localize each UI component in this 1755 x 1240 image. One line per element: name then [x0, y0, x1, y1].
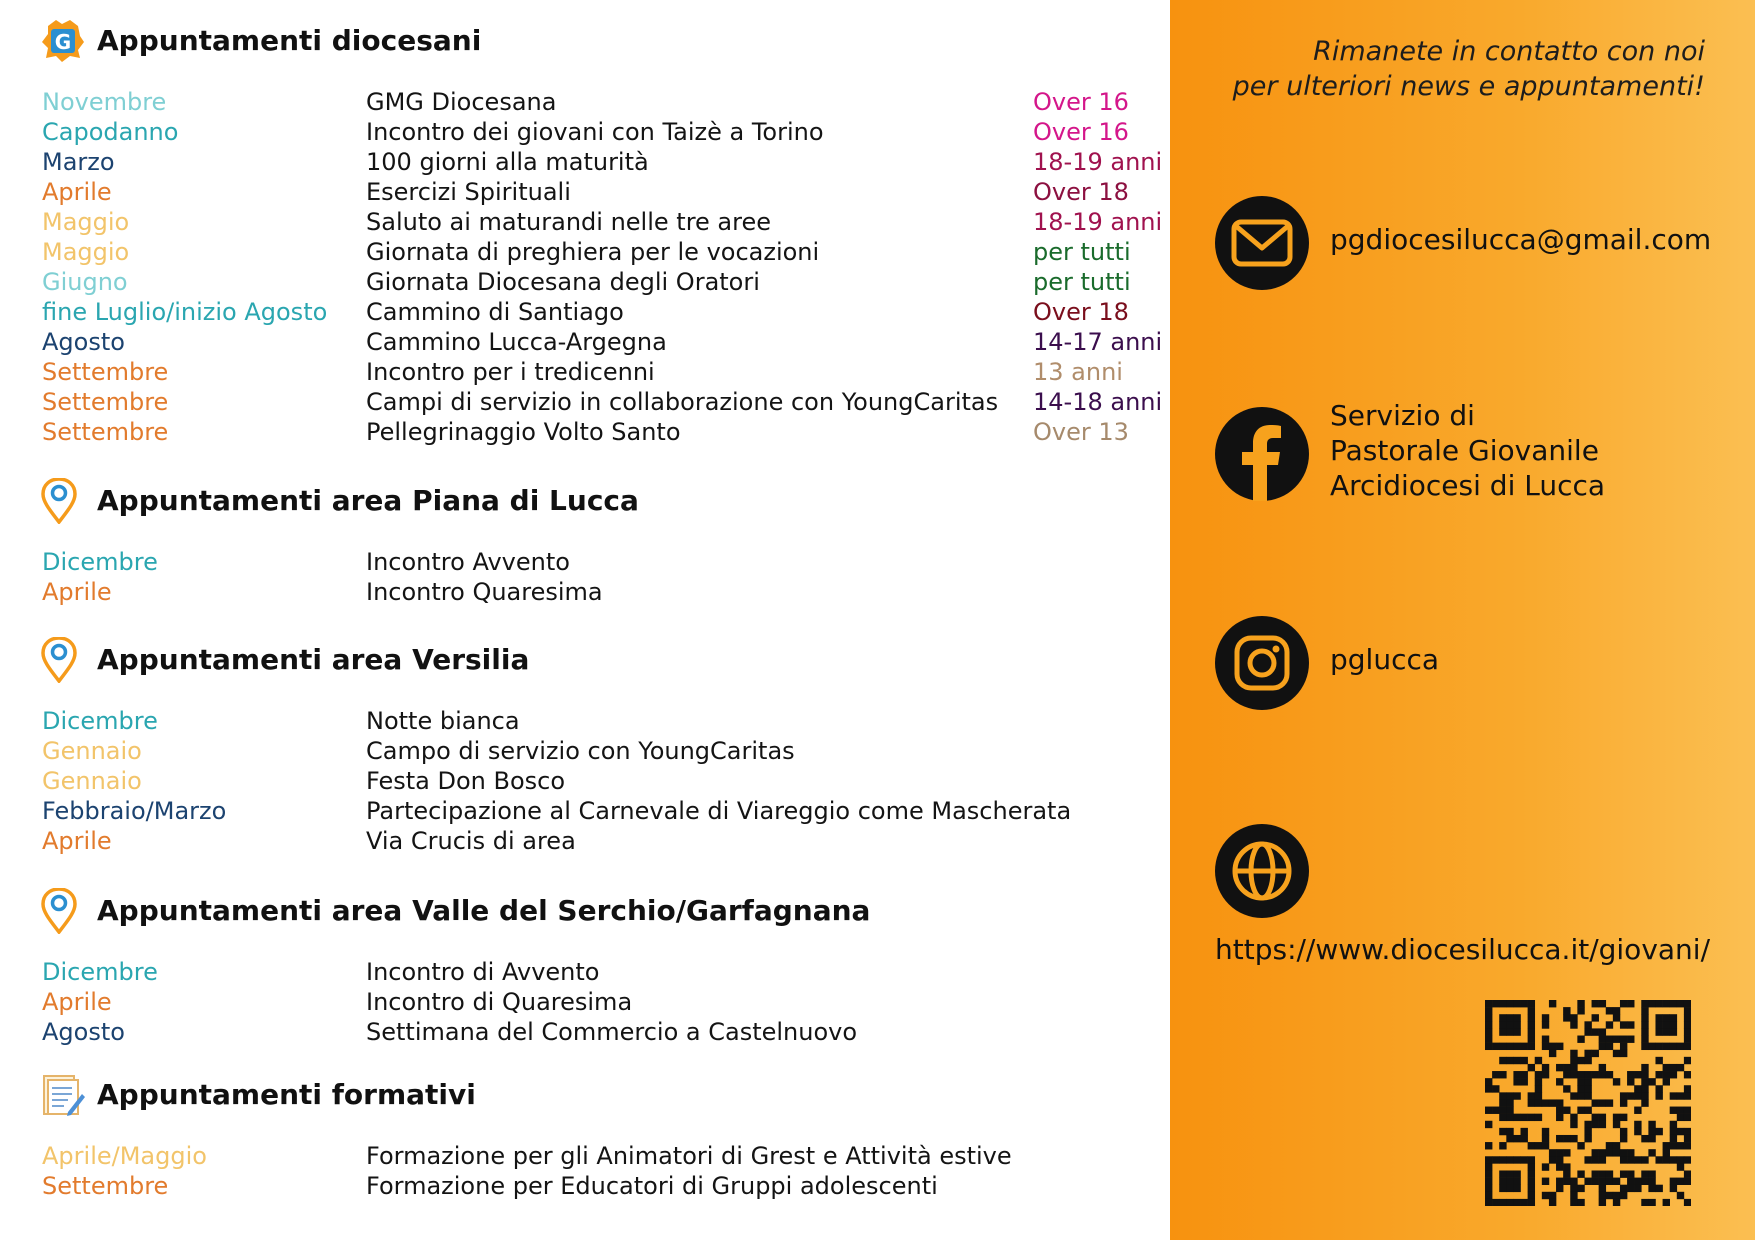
event-month: Aprile/Maggio: [42, 1142, 207, 1170]
event-month: Marzo: [42, 148, 115, 176]
instagram-icon[interactable]: [1215, 616, 1309, 710]
event-row: [0, 766, 1170, 796]
event-row: [0, 147, 1170, 177]
event-name: Saluto ai maturandi nelle tre aree: [366, 208, 771, 236]
section-title: Appuntamenti diocesani: [97, 24, 482, 57]
section-title: Appuntamenti area Versilia: [97, 643, 530, 676]
event-name: Notte bianca: [366, 707, 520, 735]
event-row: [0, 117, 1170, 147]
section-header: [0, 637, 1170, 683]
event-row: [0, 706, 1170, 736]
event-name: Giornata di preghiera per le vocazioni: [366, 238, 820, 266]
section-title: Appuntamenti area Valle del Serchio/Garfagnana: [97, 894, 871, 927]
event-name: Campo di servizio con YoungCaritas: [366, 737, 795, 765]
event-name: Via Crucis di area: [366, 827, 576, 855]
section-4: [0, 888, 1170, 1047]
event-name: Festa Don Bosco: [366, 767, 566, 795]
section-header: [0, 888, 1170, 934]
event-name: Campi di servizio in collaborazione con YoungCaritas: [366, 388, 999, 416]
event-month: Capodanno: [42, 118, 179, 146]
event-name: Cammino Lucca-Argegna: [366, 328, 667, 356]
event-row: [0, 987, 1170, 1017]
event-age: per tutti: [1033, 268, 1131, 296]
event-row: [0, 1141, 1170, 1171]
qr-code-icon[interactable]: [1485, 1000, 1691, 1206]
event-month: Settembre: [42, 1172, 169, 1200]
gmg-logo-icon: [40, 18, 82, 64]
event-age: 13 anni: [1033, 358, 1123, 386]
event-name: Pellegrinaggio Volto Santo: [366, 418, 681, 446]
section-header: [0, 1072, 1170, 1118]
event-month: Maggio: [42, 238, 130, 266]
event-name: Cammino di Santiago: [366, 298, 624, 326]
svg-text:G: G: [54, 30, 72, 54]
event-age: 18-19 anni: [1033, 148, 1163, 176]
mail-icon[interactable]: [1215, 196, 1309, 290]
event-row: [0, 577, 1170, 607]
event-list: [0, 87, 1170, 447]
event-name: Incontro di Avvento: [366, 958, 600, 986]
event-month: Giugno: [42, 268, 128, 296]
event-row: [0, 297, 1170, 327]
section-header: [0, 478, 1170, 524]
event-age: Over 13: [1033, 418, 1129, 446]
event-month: Novembre: [42, 88, 167, 116]
event-month: Maggio: [42, 208, 130, 236]
document-pen-icon: [40, 1072, 82, 1118]
event-month: Agosto: [42, 1018, 125, 1046]
section-3: [0, 637, 1170, 856]
event-age: Over 18: [1033, 298, 1129, 326]
event-month: Settembre: [42, 418, 169, 446]
section-header: [0, 18, 1170, 64]
event-month: Aprile: [42, 178, 112, 206]
event-month: Febbraio/Marzo: [42, 797, 227, 825]
event-month: Settembre: [42, 388, 169, 416]
event-row: [0, 87, 1170, 117]
event-month: Aprile: [42, 827, 112, 855]
event-row: [0, 826, 1170, 856]
event-name: Settimana del Commercio a Castelnuovo: [366, 1018, 858, 1046]
event-row: [0, 1171, 1170, 1201]
event-name: Incontro di Quaresima: [366, 988, 633, 1016]
event-list: [0, 547, 1170, 607]
event-age: Over 16: [1033, 118, 1129, 146]
section-title: Appuntamenti formativi: [97, 1078, 476, 1111]
facebook-page-name[interactable]: Servizio di Pastorale Giovanile Arcidiocesi di Lucca: [1330, 399, 1606, 502]
event-row: [0, 547, 1170, 577]
event-month: Agosto: [42, 328, 125, 356]
event-month: Dicembre: [42, 707, 158, 735]
event-name: Formazione per Educatori di Gruppi adolescenti: [366, 1172, 938, 1200]
event-name: 100 giorni alla maturità: [366, 148, 649, 176]
section-1: [0, 18, 1170, 447]
section-title: Appuntamenti area Piana di Lucca: [97, 484, 639, 517]
section-5: [0, 1072, 1170, 1201]
event-row: [0, 417, 1170, 447]
event-row: [0, 327, 1170, 357]
facebook-icon[interactable]: [1215, 407, 1309, 501]
event-row: [0, 267, 1170, 297]
instagram-handle[interactable]: pglucca: [1330, 643, 1440, 676]
contact-heading: Rimanete in contatto con noi per ulteriori news e appuntamenti!: [1232, 36, 1705, 102]
event-name: Esercizi Spirituali: [366, 178, 571, 206]
section-2: [0, 478, 1170, 607]
event-list: [0, 706, 1170, 856]
event-month: Dicembre: [42, 548, 158, 576]
event-row: [0, 237, 1170, 267]
location-pin-icon: [40, 888, 82, 934]
event-row: [0, 207, 1170, 237]
globe-icon[interactable]: [1215, 824, 1309, 918]
event-age: 14-17 anni: [1033, 328, 1163, 356]
event-month: Aprile: [42, 988, 112, 1016]
event-age: Over 16: [1033, 88, 1129, 116]
event-list: [0, 957, 1170, 1047]
event-age: 18-19 anni: [1033, 208, 1163, 236]
event-row: [0, 736, 1170, 766]
event-month: Gennaio: [42, 767, 142, 795]
event-month: Gennaio: [42, 737, 142, 765]
location-pin-icon: [40, 637, 82, 683]
event-month: Dicembre: [42, 958, 158, 986]
event-name: Incontro Quaresima: [366, 578, 603, 606]
event-name: Formazione per gli Animatori di Grest e Attività estive: [366, 1142, 1012, 1170]
event-row: [0, 177, 1170, 207]
event-row: [0, 387, 1170, 417]
event-row: [0, 957, 1170, 987]
event-name: Partecipazione al Carnevale di Viareggio come Mascherata: [366, 797, 1072, 825]
event-age: Over 18: [1033, 178, 1129, 206]
event-row: [0, 1017, 1170, 1047]
event-name: GMG Diocesana: [366, 88, 557, 116]
event-name: Incontro dei giovani con Taizè a Torino: [366, 118, 824, 146]
event-age: per tutti: [1033, 238, 1131, 266]
email-link[interactable]: pgdiocesilucca@gmail.com: [1330, 223, 1712, 256]
location-pin-icon: [40, 478, 82, 524]
event-month: Settembre: [42, 358, 169, 386]
event-row: [0, 357, 1170, 387]
event-name: Incontro Avvento: [366, 548, 570, 576]
website-link[interactable]: https://www.diocesilucca.it/giovani/: [1215, 933, 1711, 966]
event-age: 14-18 anni: [1033, 388, 1163, 416]
event-row: [0, 796, 1170, 826]
event-month: Aprile: [42, 578, 112, 606]
event-name: Giornata Diocesana degli Oratori: [366, 268, 760, 296]
event-list: [0, 1141, 1170, 1201]
event-month: fine Luglio/inizio Agosto: [42, 298, 328, 326]
event-name: Incontro per i tredicenni: [366, 358, 655, 386]
